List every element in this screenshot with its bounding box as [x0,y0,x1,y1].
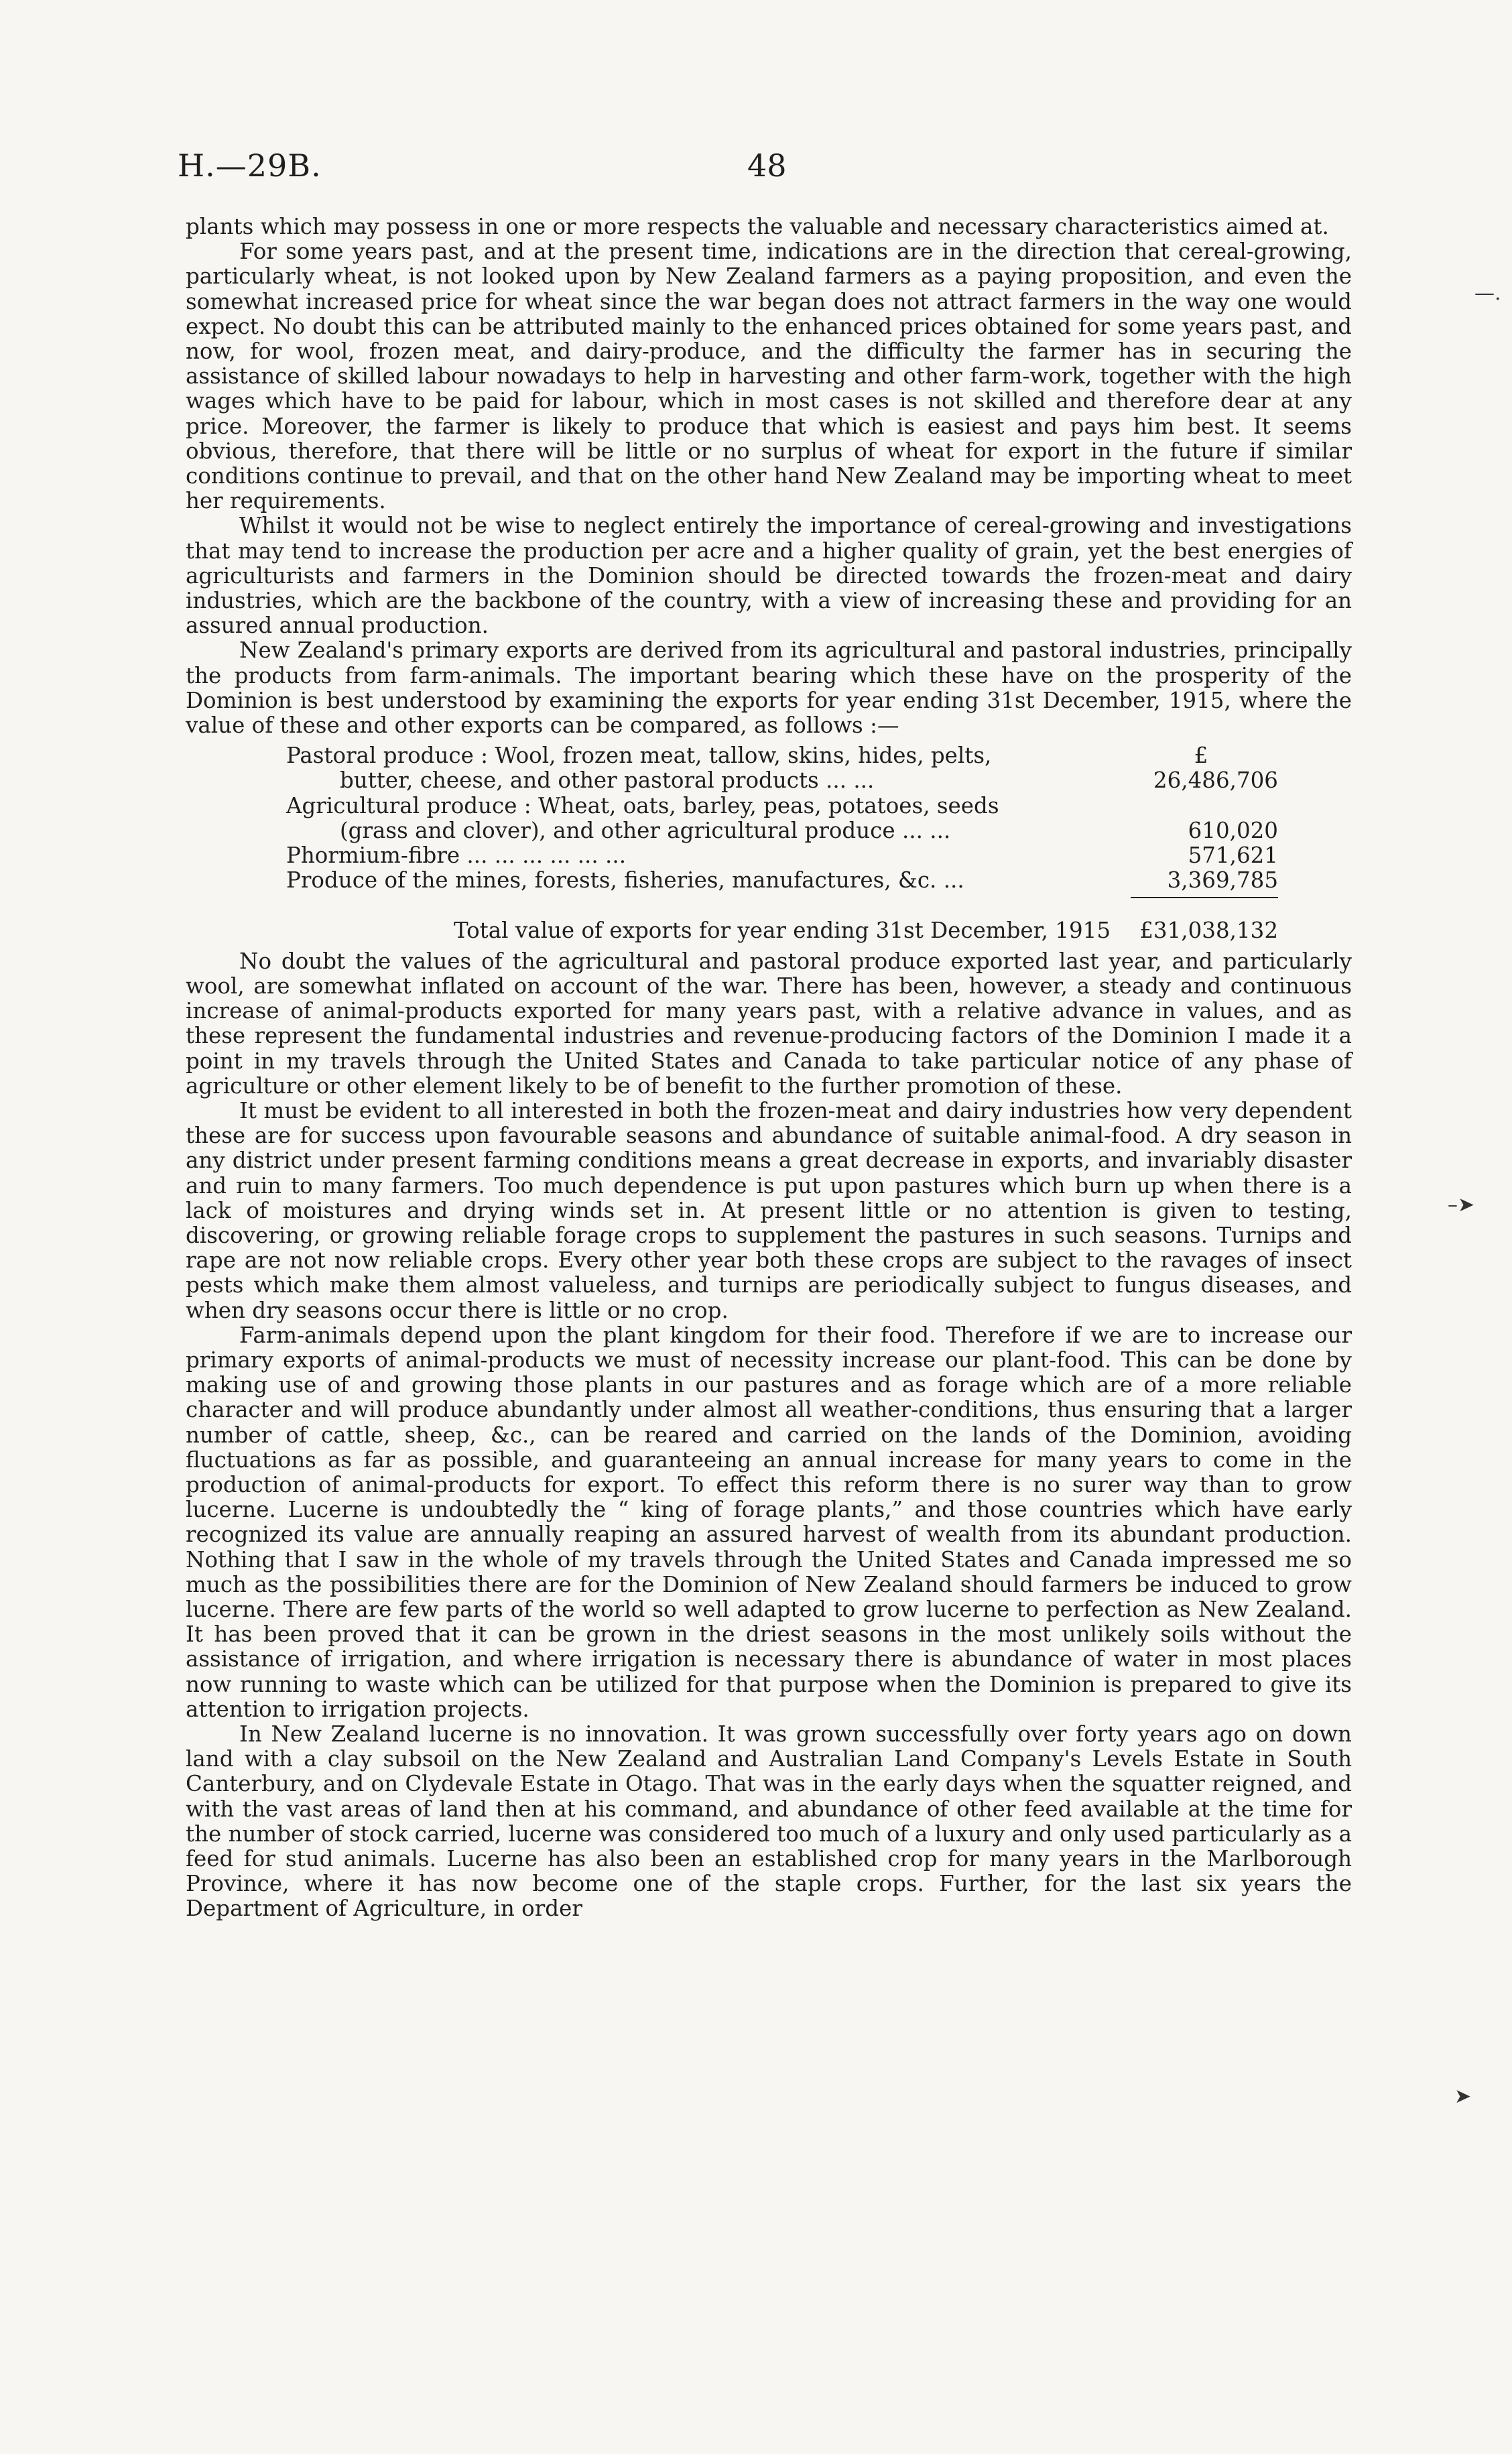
paragraph: In New Zealand lucerne is no innovation. It was grown successfully over forty years ago on down land with a clay subsoil on the New Zealand and Australian Land Company's Levels Estate in South Canterbury, and on Clydevale Estate in Otago. That was in the early days when the squatter reigned, and with the vast areas of land then at his command, and abundance of other feed available at the time for the number of stock carried, lucerne was considered too much of a luxury and only used particularly as a feed for stud animals. Lucerne has also been an established crop for many years in the Marlborough Province, where it has now become one of the staple crops. Further, for the last six years the Department of Agriculture, in order [186,1721,1352,1922]
pastoral-label-line2: butter, cheese, and other pastoral products ... ... [340,768,875,794]
total-label: Total value of exports for year ending 31st December, 1915 [453,918,1111,944]
agricultural-label-line2: (grass and clover), and other agricultural produce ... ... [340,817,951,843]
margin-mark: ➤ [1454,2085,1472,2108]
paragraph: It must be evident to all interested in both the frozen-meat and dairy industries how very dependent these are for success upon favourable seasons and abundance of suitable animal-food. A dry season in any district under present farming conditions means a great decrease in exports, and invariably disaster and ruin to many farmers. Too much dependence is put upon pastures which burn up when there is a lack of moistures and drying winds set in. At present little or no attention is given to testing, discovering, or growing reliable forage crops to supplement the pastures in such seasons. Turnips and rape are not now reliable crops. Every other year both these crops are subject to the ravages of insect pests which make them almost valueless, and turnips are periodically subject to fungus diseases, and when dry seasons occur there is little or no crop. [186,1097,1352,1323]
pastoral-value: 26,486,706 [1153,768,1278,794]
paragraph: Farm-animals depend upon the plant kingdom for their food. Therefore if we are to increase our primary exports of animal-products we must of necessity increase our plant-food. This can be done by making use of and growing those plants in our pastures and as forage which are of a more reliable character and will produce abundantly under almost all weather-conditions, thus ensuring that a larger number of cattle, sheep, &c., can be reared and carried on the lands of the Dominion, avoiding fluctuations as far as possible, and guaranteeing an annual increase for many years to come in the production of animal-products for export. To effect this reform there is no surer way than to grow lucerne. Lucerne is undoubtedly the “ king of forage plants,” and those countries which have early recognized its value are annually reaping an assured harvest of wealth from its abundant production. Nothing that I saw in the whole of my travels through the United States and Canada impressed me so much as the possibilities there are for the Dominion of New Zealand should farmers be induced to grow lucerne. There are few parts of the world so well adapted to grow lucerne to perfection as New Zealand. It has been proved that it can be grown in the driest seasons in the most unlikely soils without the assistance of irrigation, and where irrigation is necessary there is abundance of water in most places now running to waste which can be utilized for that purpose when the Dominion is prepared to give its attention to irrigation projects. [186,1322,1352,1722]
exports-row-pastoral [286,743,1278,768]
paragraph: For some years past, and at the present time, indications are in the direction that cereal-growing, particularly wheat, is not looked upon by New Zealand farmers as a paying proposition, and even the somewhat increased price for wheat since the war began does not attract farmers in the way one would expect. No doubt this can be attributed mainly to the enhanced prices obtained for some years past, and now, for wool, frozen meat, and dairy-produce, and the difficulty the farmer has in securing the assistance of skilled labour nowadays to help in harvesting and other farm-work, together with the high wages which have to be paid for labour, which in most cases is not skilled and therefore dear at any price. Moreover, the farmer is likely to produce that which is easiest and pays him best. It seems obvious, therefore, that there will be little or no surplus of wheat for export in the future if similar conditions continue to prevail, and that on the other hand New Zealand may be importing wheat to meet her requirements. [186,239,1352,514]
exports-row-pastoral-cont [286,768,1278,793]
currency-symbol: £ [1194,743,1208,769]
mines-label: Produce of the mines, forests, fisheries, manufactures, &c. ... [286,867,964,894]
agricultural-label-line1: Agricultural produce : Wheat, oats, barley, peas, potatoes, seeds [286,792,999,818]
total-rule [1131,897,1278,898]
pastoral-label-line1: Pastoral produce : Wool, frozen meat, tallow, skins, hides, pelts, [286,743,992,769]
paragraph: plants which may possess in one or more respects the valuable and necessary characteristics aimed at. [186,214,1329,239]
paragraph: New Zealand's primary exports are derived from its agricultural and pastoral industries, principally the products from farm-animals. The important bearing which these have on the prosperity of the Dominion is best understood by examining the exports for year ending 31st December, 1915, where the value of these and other exports can be compared, as follows :— [186,637,1352,739]
exports-row-mines [286,868,1278,893]
total-value: £31,038,132 [1139,918,1278,944]
document-code: H.—29B. [178,147,322,184]
agricultural-value: 610,020 [1188,817,1278,843]
body-text [186,214,1352,1922]
page-number: 48 [747,147,787,184]
margin-mark: —. [1474,282,1501,305]
exports-row-agricultural-cont [286,818,1278,843]
exports-table [286,743,1278,943]
exports-row-agricultural [286,794,1278,818]
paragraph: Whilst it would not be wise to neglect entirely the importance of cereal-growing and investigations that may tend to increase the production per acre and a higher quality of grain, yet the best energies of agriculturists and farmers in the Dominion should be directed towards the frozen-meat and dairy industries, which are the backbone of the country, with a view of increasing these and providing for an assured annual production. [186,513,1352,639]
mines-value: 3,369,785 [1167,867,1278,894]
phormium-label: Phormium-fibre ... ... ... ... ... ... [286,843,627,869]
paragraph: No doubt the values of the agricultural and pastoral produce exported last year, and particularly wool, are somewhat inflated on account of the war. There has been, however, a steady and continuous increase of animal-products exported for many years past, with a relative advance in values, and as these represent the fundamental industries and revenue-producing factors of the Dominion I made it a point in my travels through the United States and Canada to take particular notice of any phase of agriculture or other element likely to be of benefit to the further promotion of these. [186,948,1352,1099]
exports-total-row [286,918,1278,943]
exports-row-phormium [286,843,1278,868]
phormium-value: 571,621 [1188,843,1278,869]
margin-mark: –➤ [1448,1193,1475,1217]
